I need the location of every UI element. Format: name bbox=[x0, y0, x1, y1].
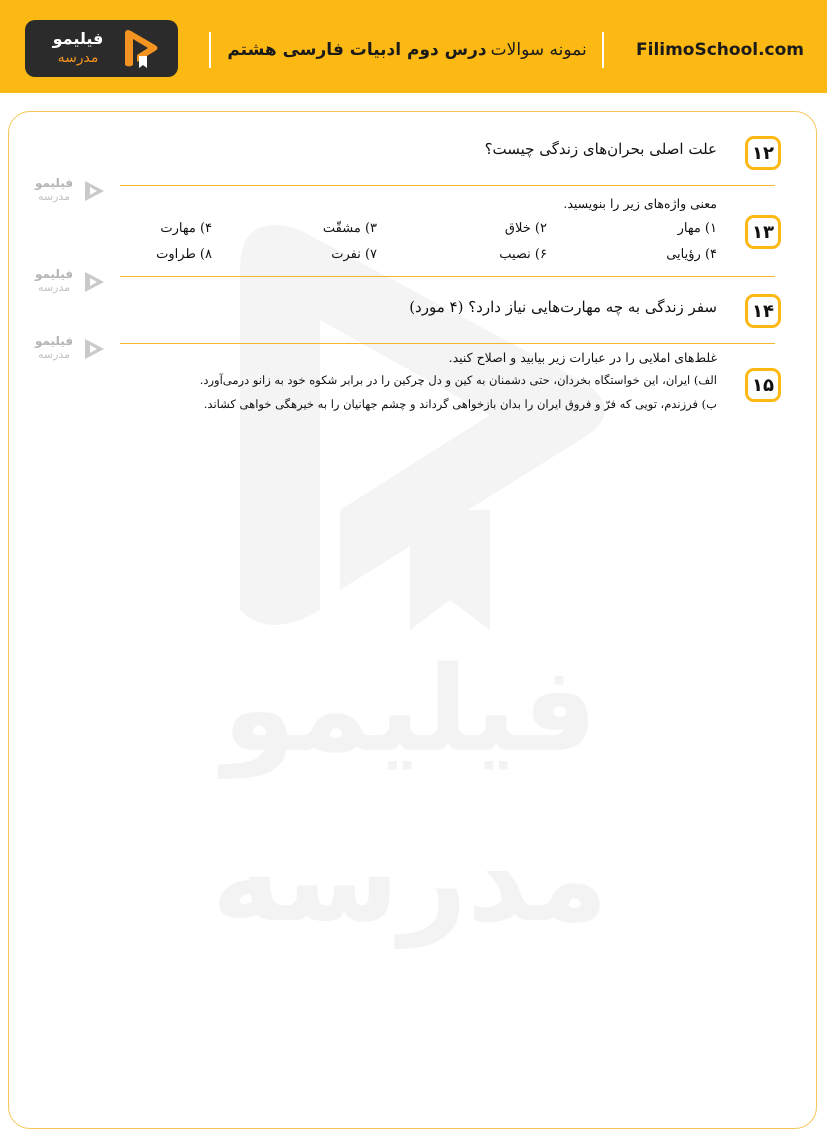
header-separator-right bbox=[602, 32, 604, 68]
side-logo-play-icon bbox=[82, 269, 108, 295]
question-text: علت اصلی بحران‌های زندگی چیست؟ bbox=[484, 140, 717, 158]
question-line: ب) فرزندم، تویی که فرّ و فروق ایران را بدان بازخواهی گرداند و چشم جهانیان را به خیرهگی خواهی کشاند. bbox=[203, 397, 717, 411]
word-option: ۱) مهار bbox=[677, 221, 717, 236]
question-line: الف) ایران، این خواستگاه بخردان، حتی دشمنان به کین و دل چرکین را در برابر شکوه خود به زانو درمی‌آورد. bbox=[199, 373, 717, 387]
word-option: ۶) نصیب bbox=[499, 247, 547, 262]
side-logo-play-icon bbox=[82, 336, 108, 362]
question-number-badge: ۱۳ bbox=[745, 215, 781, 249]
side-logo-text-top: فیلیمو bbox=[34, 334, 74, 348]
question-number-badge: ۱۲ bbox=[745, 136, 781, 170]
side-logo-text-bottom: مدرسه bbox=[37, 190, 71, 203]
side-logo-play-icon bbox=[82, 178, 108, 204]
page-title-sub: نمونه سوالات bbox=[490, 40, 587, 60]
word-option: ۷) نفرت bbox=[331, 247, 377, 262]
question-divider bbox=[120, 276, 775, 277]
word-option: ۲) خلاق bbox=[504, 221, 547, 236]
word-option: ۳) مشقّت bbox=[322, 221, 377, 236]
question-divider bbox=[120, 343, 775, 344]
side-logo bbox=[30, 334, 110, 366]
logo-text-bottom: مدرسه bbox=[57, 50, 99, 66]
page-title bbox=[212, 32, 602, 68]
logo-play-icon bbox=[119, 28, 163, 70]
filimo-madrese-logo[interactable] bbox=[25, 20, 178, 77]
content-frame bbox=[8, 111, 817, 1129]
word-option: ۴) رؤیایی bbox=[666, 247, 717, 262]
side-logo-text-bottom: مدرسه bbox=[37, 281, 71, 294]
question-prompt: معنی واژه‌های زیر را بنویسید. bbox=[563, 196, 717, 211]
side-logo bbox=[30, 176, 110, 208]
site-url-link[interactable]: FilimoSchool.com bbox=[636, 40, 805, 60]
question-text: سفر زندگی به چه مهارت‌هایی نیاز دارد؟ (۴ مورد) bbox=[409, 298, 717, 316]
question-number-badge: ۱۴ bbox=[745, 294, 781, 328]
question-divider bbox=[120, 185, 775, 186]
question-prompt: غلط‌های املایی را در عبارات زیر بیابید و اصلاح کنید. bbox=[448, 350, 717, 365]
word-option: ۸) طراوت bbox=[156, 247, 212, 262]
header-separator-left bbox=[209, 32, 211, 68]
logo-text-top: فیلیمو bbox=[52, 29, 104, 48]
side-logo-text-top: فیلیمو bbox=[34, 267, 74, 281]
side-logo-text-top: فیلیمو bbox=[34, 176, 74, 190]
watermark-text-bottom: مدرسه bbox=[211, 810, 609, 948]
watermark-text-top: فیلیمو bbox=[222, 640, 598, 778]
question-number-badge: ۱۵ bbox=[745, 368, 781, 402]
side-logo bbox=[30, 267, 110, 299]
page-title-main: درس دوم ادبیات فارسی هشتم bbox=[227, 40, 487, 60]
page-header bbox=[0, 0, 827, 93]
word-option: ۴) مهارت bbox=[160, 221, 212, 236]
side-logo-text-bottom: مدرسه bbox=[37, 348, 71, 361]
